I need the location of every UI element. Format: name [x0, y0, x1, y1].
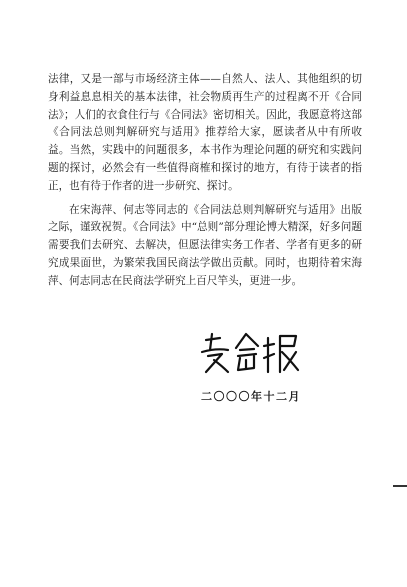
scan-edge-mark — [393, 485, 407, 487]
date: 二〇〇〇年十二月 — [201, 390, 301, 403]
paragraph-1: 法律，又是一部与市场经济主体——自然人、法人、其他组织的切身利益息息相关的基本法律，社会物质再生产的过程离不开《合同法》；人们的衣食住行与《合同法》密切相关。因此，我愿意将这部《合同法总则判解研究与适用》推荐给大家，愿读者从中有所收益。当然，实践中的问题很多，本书作为理论问题的研究和实践问题的探讨，必然会有一些值得商榷和探讨的地方，有待于读者的指正，也有待于作者的进一步研究、探讨。 — [48, 73, 362, 192]
paragraph-2: 在宋海萍、何志等同志的《合同法总则判解研究与适用》出版之际，谨致祝贺。《合同法》中“总则”部分理论博大精深，好多问题需要我们去研究、去解决，但愿法律实务工作者、学者有更多的研究成果面世，为繁荣我国民商法学做出贡献。同时，也期待着宋海萍、何志同志在民商法学研究上百尺竿头，更进一步。 — [48, 203, 362, 287]
body-text — [48, 71, 362, 291]
handwritten-signature — [198, 330, 302, 376]
